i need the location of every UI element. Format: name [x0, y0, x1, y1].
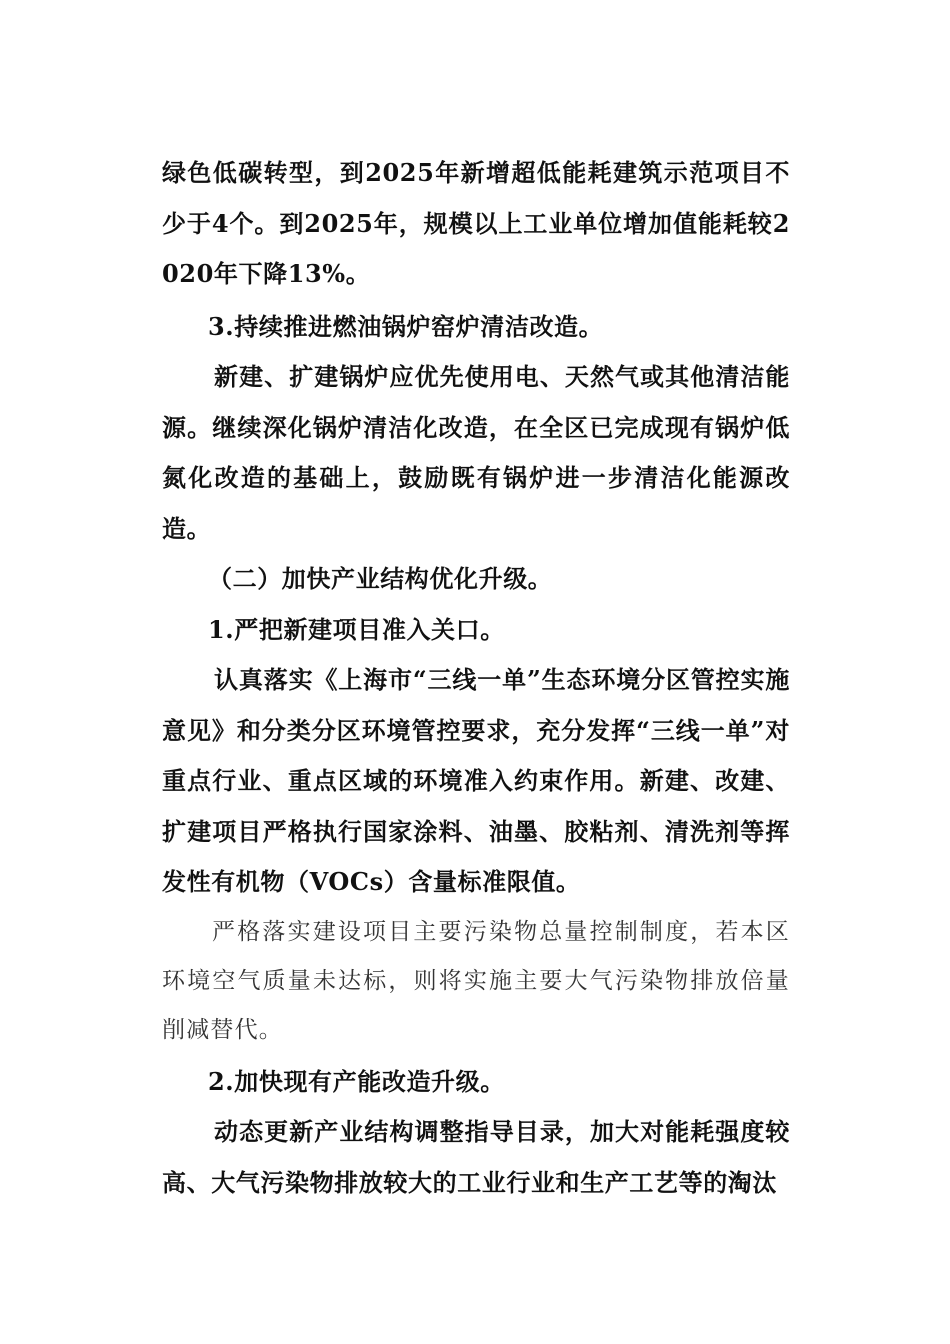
heading-new-project-admission: 1.严把新建项目准入关口。 [208, 614, 505, 644]
document-body [162, 148, 790, 1208]
paragraph-boiler-clean-retrofit: 新建、扩建锅炉应优先使用电、天然气或其他清洁能源。继续深化锅炉清洁化改造，在全区已完成现有锅炉低氮化改造的基础上，鼓励既有锅炉进一步清洁化能源改造。 [162, 362, 790, 543]
heading-boiler-clean-retrofit: 3.持续推进燃油锅炉窑炉清洁改造。 [208, 311, 604, 341]
paragraph-pollutant-total-control: 严格落实建设项目主要污染物总量控制制度，若本区环境空气质量未达标，则将实施主要大气污染物排放倍量削减替代。 [162, 918, 790, 1043]
paragraph-three-lines-one-list: 认真落实《上海市“三线一单”生态环境分区管控实施意见》和分类分区环境管控要求，充分发挥“三线一单”对重点行业、重点区域的环境准入约束作用。新建、改建、扩建项目严格执行国家涂料、油墨、胶粘剂、清洗剂等挥发性有机物（VOCs）含量标准限值。 [162, 665, 790, 896]
paragraph-low-carbon-transition: 绿色低碳转型，到2025年新增超低能耗建筑示范项目不少于4个。到2025年，规模以上工业单位增加值能耗较2020年下降13%。 [162, 158, 790, 288]
heading-existing-capacity-upgrade: 2.加快现有产能改造升级。 [208, 1066, 505, 1096]
paragraph-industry-adjustment-catalog: 动态更新产业结构调整指导目录，加大对能耗强度较高、大气污染物排放较大的工业行业和生产工艺等的淘汰 [162, 1117, 790, 1197]
heading-industrial-structure-upgrade: （二）加快产业结构优化升级。 [208, 564, 553, 593]
